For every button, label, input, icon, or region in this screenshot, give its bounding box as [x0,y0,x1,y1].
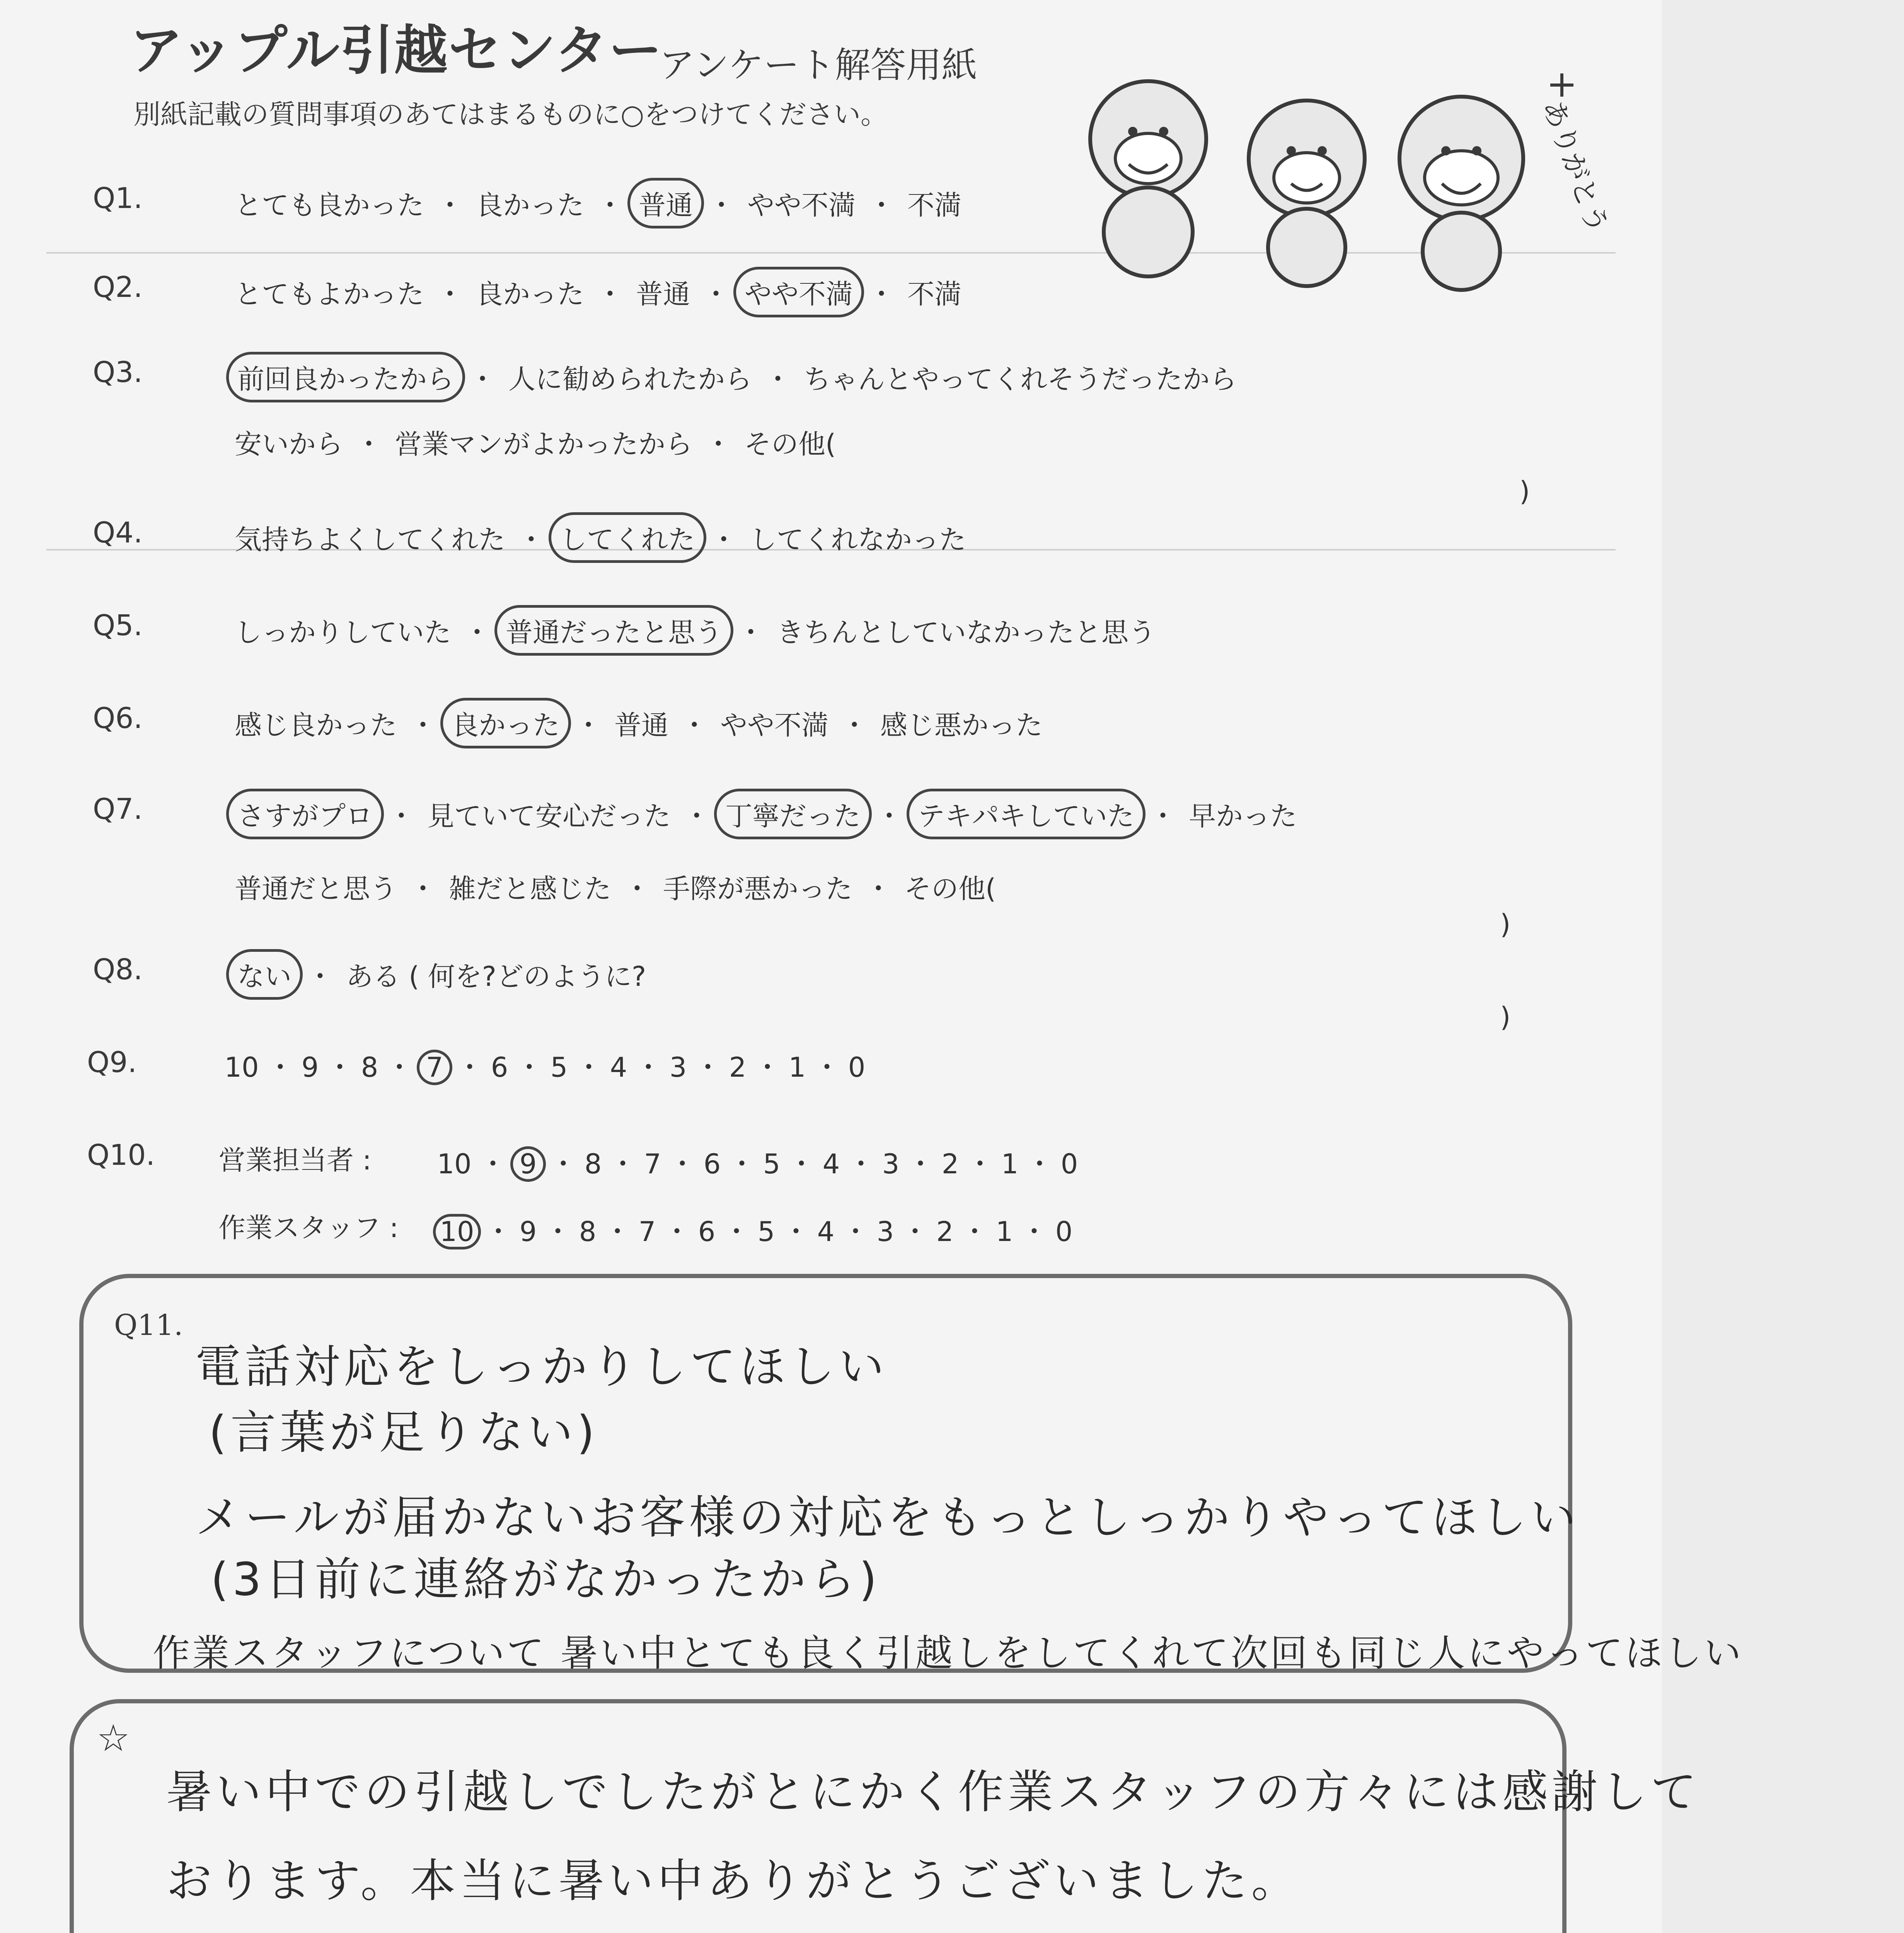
question-number: Q11. [114,1309,183,1342]
answer-options-line [226,605,1164,656]
separator: ・ [961,1216,988,1248]
answer-options-line [226,352,1245,402]
answer-option[interactable]: とてもよかった [235,278,424,310]
separator: ・ [728,1148,755,1180]
separator: ・ [597,278,624,310]
rating-option[interactable]: 8 [579,1216,597,1248]
q10-sales-label: 営業担当者 : [218,1144,372,1176]
rating-option[interactable]: 8 [584,1148,602,1180]
question-number: Q4. [93,516,143,549]
rating-option[interactable]: 0 [1060,1148,1078,1180]
separator: ・ [388,800,415,832]
separator: ・ [479,1148,506,1180]
rating-option[interactable]: 1 [1001,1148,1019,1180]
answer-option[interactable]: その他( [744,428,836,460]
rating-option[interactable]: 3 [882,1148,900,1180]
answer-option[interactable]: 不満 [907,278,961,310]
answer-option-selected[interactable]: テキパキしていた [907,789,1145,839]
separator: ・ [907,1148,934,1180]
answer-option-selected[interactable]: 前回良かったから [226,352,465,402]
answer-options-line [226,512,975,563]
rating-option[interactable]: 4 [817,1216,835,1248]
separator: ・ [683,800,710,832]
answer-option-selected[interactable]: 普通 [627,178,704,228]
svg-text:ありがとう: ありがとう [1536,95,1615,238]
rating-option[interactable]: 9 [519,1216,537,1248]
question-number: Q6. [93,702,143,735]
q11-line: 作業スタッフについて 暑い中とても良く引越しをしてくれて次回も同じ人にやってほしい [153,1631,1744,1675]
answer-option[interactable]: しっかりしていた [235,617,451,648]
separator: ・ [702,278,730,310]
rating-option[interactable]: 4 [822,1148,840,1180]
separator: ・ [575,709,602,741]
answer-options-line [226,267,970,317]
separator: ・ [868,278,895,310]
separator: ・ [1021,1216,1048,1248]
separator: ・ [708,189,735,221]
answer-option[interactable]: 不満 [907,189,961,221]
separator: ・ [409,709,436,741]
separator: ・ [597,189,624,221]
question-number: Q1. [93,182,143,215]
q10-staff-label: 作業スタッフ : [218,1212,399,1244]
comment-line: おります。本当に暑い中ありがとうございました。 [166,1854,1301,1907]
rating-option[interactable]: 9 [301,1052,319,1083]
answer-option[interactable]: やや不満 [747,189,856,221]
answer-option-selected[interactable]: 良かった [440,698,571,748]
answer-option[interactable]: 普通だと思う [235,873,397,905]
answer-option[interactable]: 早かった [1189,800,1297,832]
brand-title: アップル引越センター [130,19,663,82]
rating-option[interactable]: 7 [638,1216,656,1248]
separator: ・ [902,1216,929,1248]
answer-options-line [226,178,970,228]
rating-option[interactable]: 1 [788,1052,806,1083]
answer-option[interactable]: とても良かった [235,189,424,221]
separator: ・ [386,1052,413,1083]
separator: ・ [307,961,334,992]
rating-option[interactable]: 6 [703,1148,721,1180]
rating-option[interactable]: 5 [763,1148,781,1180]
separator: ・ [409,873,436,905]
separator: ・ [669,1148,696,1180]
answer-option[interactable]: 見ていて安心だった [427,800,671,832]
rating-option[interactable]: 5 [757,1216,775,1248]
separator: ・ [604,1216,631,1248]
separator: ・ [841,709,868,741]
separator: ・ [868,189,895,221]
answer-option-selected[interactable]: やや不満 [733,267,864,317]
separator: ・ [355,428,382,460]
question-number: Q7. [93,793,143,826]
answer-option[interactable]: 普通 [636,278,690,310]
rating-option[interactable]: 0 [848,1052,866,1083]
question-number: Q3. [93,356,143,389]
separator: ・ [436,189,464,221]
separator: ・ [842,1216,869,1248]
separator: ・ [469,363,496,395]
question-number: Q5. [93,609,143,642]
separator: ・ [705,428,732,460]
separator: ・ [723,1216,750,1248]
q10-sales-scale [433,1142,1082,1182]
question-number: Q10. [87,1139,155,1172]
separator: ・ [764,363,791,395]
separator: ・ [326,1052,353,1083]
question-number: Q9. [87,1046,137,1079]
mascot-illustration [1075,58,1615,282]
answer-options-line [226,419,844,465]
star-icon: ☆ [97,1717,130,1760]
rating-option[interactable]: 2 [729,1052,747,1083]
rating-option[interactable]: 6 [491,1052,508,1083]
separator: ・ [865,873,892,905]
separator: ・ [966,1148,994,1180]
answer-option[interactable]: 安いから [235,428,343,460]
answer-options-line [226,949,655,1000]
separator: ・ [813,1052,840,1083]
answer-option-selected[interactable]: してくれた [549,512,706,563]
paren-close: ) [1500,909,1511,940]
q11-line: メールが届かないお客様の対応をもっとしっかりやってほしい [195,1491,1580,1544]
q9-scale [220,1046,869,1085]
q11-line: (言葉が足りない) [209,1406,599,1459]
paren-close: ) [1500,1001,1511,1033]
answer-option[interactable]: 気持ちよくしてくれた [235,524,505,556]
answer-option[interactable]: ちゃんとやってくれそうだったから [804,363,1237,395]
separator: ・ [737,617,764,648]
paren-close: ) [1519,476,1530,507]
answer-option[interactable]: ある ( 何を?どのように? [346,961,646,992]
form-subtitle: アンケート解答用紙 [659,44,977,86]
answer-option[interactable]: 普通 [614,709,668,741]
q11-line: (3日前に連絡がなかったから) [211,1553,881,1606]
rating-selected[interactable]: 10 [433,1214,481,1249]
answer-option-selected[interactable]: ない [226,949,303,1000]
separator: ・ [681,709,708,741]
answer-option-selected[interactable]: さすがプロ [226,789,384,839]
question-number: Q8. [93,953,143,986]
q11-line: 電話対応をしっかりしてほしい [195,1340,888,1393]
separator: ・ [847,1148,874,1180]
separator: ・ [876,800,903,832]
answer-option[interactable]: 感じ悪かった [880,709,1043,741]
answer-options-line [226,789,1306,839]
separator: ・ [516,1052,543,1083]
answer-option[interactable]: きちんとしていなかったと思う [777,617,1156,648]
separator: ・ [518,524,545,556]
separator: ・ [635,1052,662,1083]
separator: ・ [624,873,651,905]
question-number: Q2. [93,271,143,304]
answer-option-selected[interactable]: 丁寧だった [714,789,872,839]
rating-option[interactable]: 5 [550,1052,568,1083]
q10-staff-scale [433,1210,1076,1249]
separator: ・ [710,524,737,556]
answer-option[interactable]: 感じ良かった [235,709,397,741]
separator: ・ [544,1216,571,1248]
separator: ・ [1026,1148,1053,1180]
answer-option[interactable]: やや不満 [720,709,828,741]
rating-option[interactable]: 10 [437,1148,472,1180]
answer-option-selected[interactable]: 普通だったと思う [494,605,733,656]
separator: ・ [550,1148,577,1180]
comment-line: 暑い中での引越しでしたがとにかく作業スタッフの方々には感謝して [166,1765,1701,1819]
separator: ・ [267,1052,294,1083]
separator: ・ [575,1052,602,1083]
answer-option[interactable]: 営業マンがよかったから [395,428,692,460]
answer-option[interactable]: 手際が悪かった [663,873,852,905]
separator: ・ [788,1148,815,1180]
rating-option[interactable]: 7 [644,1148,661,1180]
separator: ・ [694,1052,721,1083]
separator: ・ [464,617,491,648]
separator: ・ [436,278,464,310]
rating-selected[interactable]: 7 [417,1050,452,1085]
answer-option[interactable]: 良かった [476,278,584,310]
answer-option[interactable]: その他( [904,873,996,905]
answer-option[interactable]: 人に勧められたから [508,363,752,395]
separator: ・ [485,1216,512,1248]
answer-option[interactable]: してくれなかった [750,524,966,556]
answer-options-line [226,864,1004,909]
instruction-text: 別紙記載の質問事項のあてはまるものに○をつけてください。 [133,99,888,130]
answer-option[interactable]: 良かった [476,189,584,221]
rating-option[interactable]: 6 [698,1216,716,1248]
separator: ・ [663,1216,690,1248]
rating-option[interactable]: 4 [610,1052,627,1083]
rating-option[interactable]: 0 [1055,1216,1073,1248]
separator: ・ [754,1052,781,1083]
separator: ・ [1149,800,1176,832]
separator: ・ [456,1052,483,1083]
rating-option[interactable]: 2 [936,1216,954,1248]
answer-option[interactable]: 雑だと感じた [449,873,611,905]
rating-option[interactable]: 8 [361,1052,378,1083]
rating-option[interactable]: 3 [876,1216,894,1248]
rating-option[interactable]: 10 [224,1052,259,1083]
separator: ・ [609,1148,636,1180]
rating-selected[interactable]: 9 [510,1146,546,1182]
answer-options-line [226,698,1051,748]
rating-option[interactable]: 3 [669,1052,687,1083]
rating-option[interactable]: 2 [941,1148,959,1180]
rating-option[interactable]: 1 [995,1216,1013,1248]
separator: ・ [782,1216,810,1248]
